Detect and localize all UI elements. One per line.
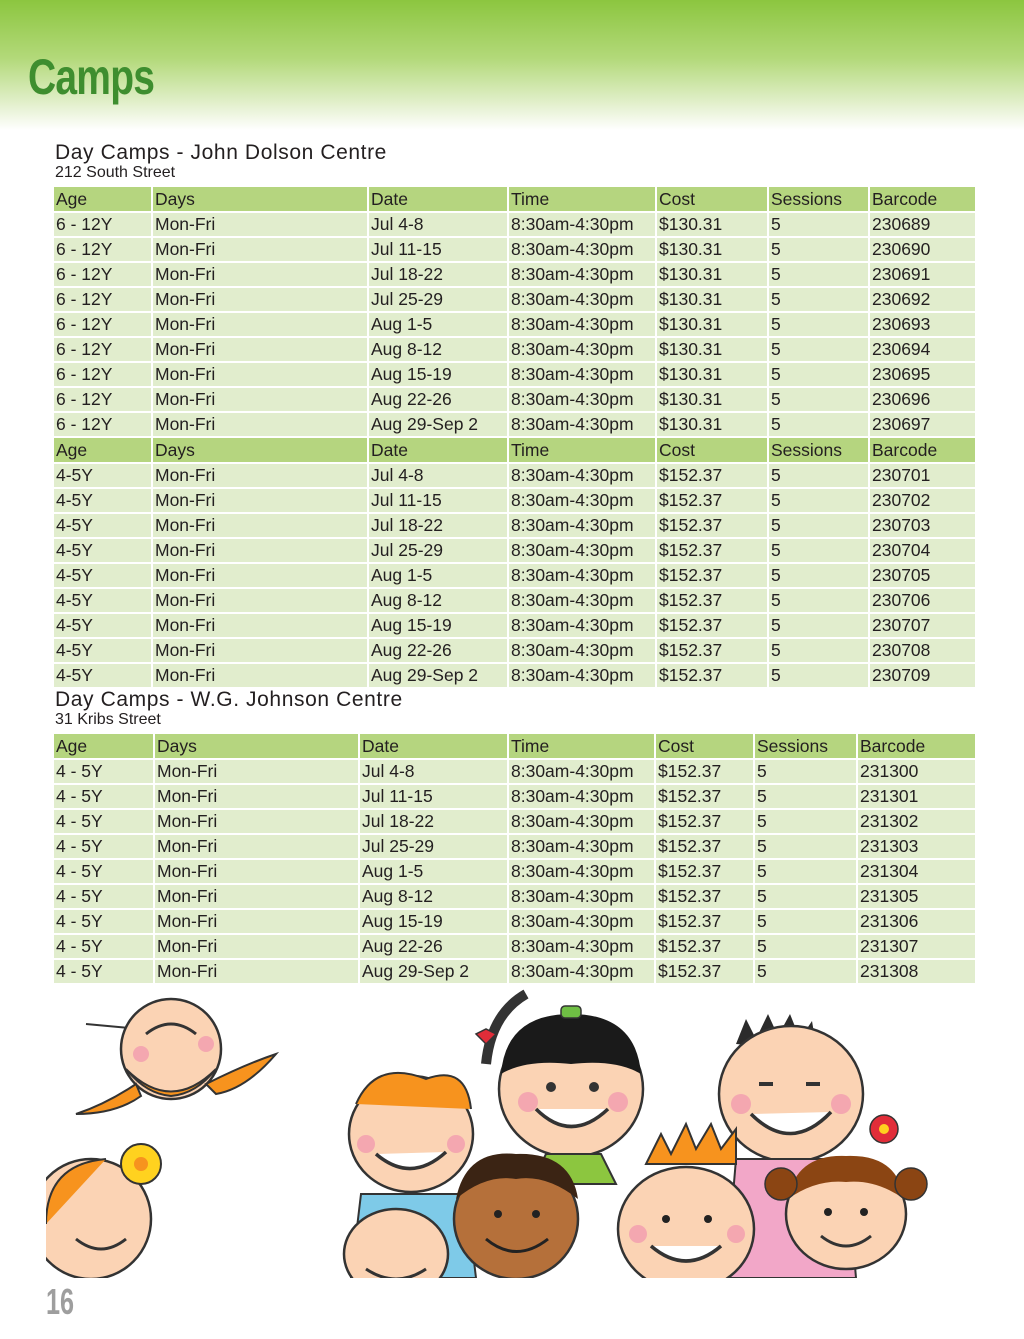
table-cell: $152.37 (657, 564, 767, 589)
table-cell: 5 (769, 288, 868, 313)
table-row (54, 960, 975, 985)
table-cell: 5 (755, 960, 856, 985)
table-cell: 5 (755, 910, 856, 935)
table-cell: 230697 (870, 413, 975, 438)
table-cell: 6 - 12Y (54, 388, 151, 413)
table-cell: Jul 25-29 (360, 835, 507, 860)
column-header: Barcode (870, 187, 975, 213)
table-row (54, 313, 975, 338)
table-cell: $130.31 (657, 413, 767, 438)
table-cell: Mon-Fri (153, 213, 367, 238)
section-address-john-dolson: 212 South Street (55, 164, 176, 181)
table-cell: Jul 25-29 (369, 539, 507, 564)
table-cell: 8:30am-4:30pm (509, 263, 655, 288)
table-cell: Aug 29-Sep 2 (369, 413, 507, 438)
table-cell: Mon-Fri (153, 413, 367, 438)
table-cell: 4 - 5Y (54, 885, 153, 910)
table-cell: 231306 (858, 910, 975, 935)
table-cell: Jul 11-15 (360, 785, 507, 810)
table-cell: $130.31 (657, 388, 767, 413)
table-cell: $130.31 (657, 238, 767, 263)
table-cell: 5 (769, 539, 868, 564)
table-cell: 5 (755, 860, 856, 885)
table-cell: 8:30am-4:30pm (509, 313, 655, 338)
table-cell: 6 - 12Y (54, 288, 151, 313)
child-face-bottom-left (46, 1144, 161, 1278)
table-cell: Aug 15-19 (360, 910, 507, 935)
table-cell: 6 - 12Y (54, 238, 151, 263)
table-cell: 8:30am-4:30pm (509, 489, 655, 514)
table-cell: $152.37 (656, 885, 753, 910)
table-cell: Mon-Fri (153, 388, 367, 413)
table-cell: 230691 (870, 263, 975, 288)
section-heading-wg-johnson: Day Camps - W.G. Johnson Centre (55, 688, 403, 711)
table-cell: Mon-Fri (153, 614, 367, 639)
table-header-row (54, 438, 975, 464)
table-cell: 8:30am-4:30pm (509, 760, 654, 785)
table-cell: 4 - 5Y (54, 810, 153, 835)
child-face-brown (454, 1154, 578, 1278)
table-cell: Jul 18-22 (369, 514, 507, 539)
table-cell: Aug 15-19 (369, 614, 507, 639)
table-cell: 231308 (858, 960, 975, 985)
table-header-row (54, 187, 975, 213)
table-cell: 4 - 5Y (54, 910, 153, 935)
table-cell: Jul 4-8 (360, 760, 507, 785)
table-cell: 6 - 12Y (54, 213, 151, 238)
table-cell: $152.37 (657, 514, 767, 539)
table-cell: $152.37 (657, 539, 767, 564)
table-cell: 8:30am-4:30pm (509, 539, 655, 564)
table-cell: Jul 4-8 (369, 464, 507, 489)
table-cell: 230693 (870, 313, 975, 338)
table-cell: Mon-Fri (153, 514, 367, 539)
table-cell: 5 (769, 489, 868, 514)
table-cell: 6 - 12Y (54, 413, 151, 438)
table-cell: Mon-Fri (153, 539, 367, 564)
column-header: Time (509, 734, 654, 760)
table-cell: 5 (769, 413, 868, 438)
table-cell: Mon-Fri (155, 760, 358, 785)
table-cell: $152.37 (656, 810, 753, 835)
column-header: Cost (657, 187, 767, 213)
table-row (54, 489, 975, 514)
table-row (54, 263, 975, 288)
table-cell: 6 - 12Y (54, 363, 151, 388)
table-cell: 6 - 12Y (54, 338, 151, 363)
table-cell: $152.37 (656, 960, 753, 985)
section-address-wg-johnson: 31 Kribs Street (55, 711, 161, 728)
table-row (54, 213, 975, 238)
table-cell: 4 - 5Y (54, 835, 153, 860)
table-cell: Aug 22-26 (369, 639, 507, 664)
column-header: Time (509, 438, 655, 464)
table-row (54, 539, 975, 564)
table-cell: $152.37 (656, 760, 753, 785)
table-cell: 5 (769, 614, 868, 639)
table-cell: 8:30am-4:30pm (509, 338, 655, 363)
column-header: Days (153, 187, 367, 213)
table-cell: 8:30am-4:30pm (509, 885, 654, 910)
table-cell: Jul 18-22 (360, 810, 507, 835)
table-cell: 230694 (870, 338, 975, 363)
table-cell: 4 - 5Y (54, 935, 153, 960)
table-row (54, 514, 975, 539)
column-header: Sessions (769, 187, 868, 213)
table-cell: 5 (755, 810, 856, 835)
table-cell: Mon-Fri (155, 935, 358, 960)
table-cell: 5 (769, 338, 868, 363)
table-cell: 230703 (870, 514, 975, 539)
table-cell: Mon-Fri (153, 564, 367, 589)
table-cell: $152.37 (656, 835, 753, 860)
table-row (54, 785, 975, 810)
table-cell: $152.37 (657, 639, 767, 664)
column-header: Date (369, 438, 507, 464)
table-cell: Mon-Fri (155, 785, 358, 810)
wg-johnson-schedule-table (52, 734, 977, 985)
table-cell: 4-5Y (54, 589, 151, 614)
table-header-row (54, 734, 975, 760)
child-face-orange-spiky (618, 1124, 754, 1278)
table-cell: 5 (769, 464, 868, 489)
page-number: 16 (46, 1281, 75, 1322)
table-cell: 230690 (870, 238, 975, 263)
table-cell: $152.37 (657, 589, 767, 614)
column-header: Age (54, 438, 151, 464)
table-cell: 4-5Y (54, 639, 151, 664)
cartoon-children-illustration (46, 984, 976, 1278)
table-cell: 4-5Y (54, 564, 151, 589)
table-cell: 8:30am-4:30pm (509, 910, 654, 935)
table-cell: 5 (769, 388, 868, 413)
table-cell: Aug 22-26 (369, 388, 507, 413)
column-header: Cost (657, 438, 767, 464)
table-cell: Aug 1-5 (369, 564, 507, 589)
table-cell: 6 - 12Y (54, 263, 151, 288)
table-row (54, 835, 975, 860)
column-header: Date (369, 187, 507, 213)
table-cell: 5 (755, 785, 856, 810)
table-cell: 8:30am-4:30pm (509, 589, 655, 614)
table-row (54, 338, 975, 363)
table-cell: 4-5Y (54, 539, 151, 564)
table-cell: Aug 29-Sep 2 (369, 664, 507, 689)
page-title: Camps (28, 49, 155, 105)
column-header: Age (54, 187, 151, 213)
table-cell: $152.37 (656, 860, 753, 885)
table-cell: 230702 (870, 489, 975, 514)
table-cell: 5 (769, 313, 868, 338)
table-cell: Aug 8-12 (369, 338, 507, 363)
table-cell: 5 (769, 639, 868, 664)
table-cell: 5 (755, 935, 856, 960)
table-cell: 5 (769, 238, 868, 263)
table-cell: 230705 (870, 564, 975, 589)
table-cell: 8:30am-4:30pm (509, 388, 655, 413)
table-row (54, 388, 975, 413)
table-cell: 6 - 12Y (54, 313, 151, 338)
table-cell: 8:30am-4:30pm (509, 363, 655, 388)
column-header: Days (153, 438, 367, 464)
table-cell: 4-5Y (54, 464, 151, 489)
column-header: Date (360, 734, 507, 760)
section-heading-john-dolson: Day Camps - John Dolson Centre (55, 141, 387, 164)
table-cell: Aug 1-5 (360, 860, 507, 885)
table-cell: $130.31 (657, 263, 767, 288)
table-cell: 230701 (870, 464, 975, 489)
table-cell: 5 (755, 885, 856, 910)
table-cell: 230689 (870, 213, 975, 238)
table-cell: 231301 (858, 785, 975, 810)
table-row (54, 564, 975, 589)
table-cell: $130.31 (657, 313, 767, 338)
table-cell: 230708 (870, 639, 975, 664)
table-cell: Mon-Fri (155, 860, 358, 885)
table-cell: Mon-Fri (155, 810, 358, 835)
table-cell: Jul 25-29 (369, 288, 507, 313)
child-face-upside-down (76, 999, 276, 1114)
table-cell: $152.37 (657, 614, 767, 639)
table-cell: Mon-Fri (155, 960, 358, 985)
table-cell: $152.37 (656, 910, 753, 935)
table-cell: 8:30am-4:30pm (509, 639, 655, 664)
table-row (54, 238, 975, 263)
column-header: Age (54, 734, 153, 760)
table-cell: 8:30am-4:30pm (509, 935, 654, 960)
column-header: Days (155, 734, 358, 760)
table-cell: 8:30am-4:30pm (509, 413, 655, 438)
table-cell: 8:30am-4:30pm (509, 785, 654, 810)
table-row (54, 664, 975, 689)
table-cell: $130.31 (657, 338, 767, 363)
table-row (54, 363, 975, 388)
table-cell: Mon-Fri (153, 363, 367, 388)
table-cell: 231304 (858, 860, 975, 885)
table-cell: 230695 (870, 363, 975, 388)
table-cell: Mon-Fri (153, 664, 367, 689)
table-cell: $152.37 (656, 785, 753, 810)
table-cell: 4 - 5Y (54, 860, 153, 885)
table-row (54, 935, 975, 960)
column-header: Barcode (858, 734, 975, 760)
table-cell: Mon-Fri (155, 835, 358, 860)
table-cell: 230707 (870, 614, 975, 639)
table-cell: 8:30am-4:30pm (509, 514, 655, 539)
table-cell: Aug 8-12 (369, 589, 507, 614)
table-cell: 8:30am-4:30pm (509, 960, 654, 985)
table-cell: 231305 (858, 885, 975, 910)
table-cell: $152.37 (657, 664, 767, 689)
table-cell: 5 (769, 589, 868, 614)
table-cell: 231300 (858, 760, 975, 785)
table-row (54, 860, 975, 885)
table-cell: 8:30am-4:30pm (509, 614, 655, 639)
table-cell: 8:30am-4:30pm (509, 835, 654, 860)
table-cell: $152.37 (656, 935, 753, 960)
table-cell: 8:30am-4:30pm (509, 860, 654, 885)
table-cell: 8:30am-4:30pm (509, 213, 655, 238)
table-cell: 5 (755, 760, 856, 785)
table-cell: Aug 29-Sep 2 (360, 960, 507, 985)
table-cell: 8:30am-4:30pm (509, 238, 655, 263)
table-cell: Mon-Fri (153, 639, 367, 664)
table-cell: $152.37 (657, 489, 767, 514)
table-cell: 8:30am-4:30pm (509, 664, 655, 689)
table-cell: Mon-Fri (153, 589, 367, 614)
column-header: Sessions (769, 438, 868, 464)
table-cell: 230704 (870, 539, 975, 564)
table-cell: 8:30am-4:30pm (509, 810, 654, 835)
table-cell: 230709 (870, 664, 975, 689)
table-cell: Aug 8-12 (360, 885, 507, 910)
table-cell: 230706 (870, 589, 975, 614)
table-cell: 230696 (870, 388, 975, 413)
column-header: Time (509, 187, 655, 213)
table-cell: Jul 4-8 (369, 213, 507, 238)
table-cell: 4 - 5Y (54, 785, 153, 810)
table-cell: 8:30am-4:30pm (509, 564, 655, 589)
table-cell: Mon-Fri (153, 288, 367, 313)
table-cell: Aug 22-26 (360, 935, 507, 960)
table-cell: 230692 (870, 288, 975, 313)
table-cell: $130.31 (657, 288, 767, 313)
table-cell: 4 - 5Y (54, 760, 153, 785)
table-cell: 8:30am-4:30pm (509, 288, 655, 313)
table-row (54, 810, 975, 835)
table-row (54, 464, 975, 489)
table-cell: Mon-Fri (153, 313, 367, 338)
table-row (54, 288, 975, 313)
table-cell: 5 (755, 835, 856, 860)
table-cell: 231302 (858, 810, 975, 835)
table-cell: Mon-Fri (153, 338, 367, 363)
table-cell: 4 - 5Y (54, 960, 153, 985)
table-row (54, 910, 975, 935)
table-cell: Jul 18-22 (369, 263, 507, 288)
table-cell: $152.37 (657, 464, 767, 489)
table-cell: Jul 11-15 (369, 489, 507, 514)
table-cell: 5 (769, 263, 868, 288)
table-cell: Aug 1-5 (369, 313, 507, 338)
table-cell: 231303 (858, 835, 975, 860)
table-row (54, 589, 975, 614)
table-cell: $130.31 (657, 213, 767, 238)
table-cell: 4-5Y (54, 614, 151, 639)
column-header: Barcode (870, 438, 975, 464)
table-row (54, 885, 975, 910)
table-cell: 231307 (858, 935, 975, 960)
table-cell: Mon-Fri (153, 489, 367, 514)
table-cell: Mon-Fri (155, 910, 358, 935)
table-cell: 4-5Y (54, 514, 151, 539)
john-dolson-schedule-table (52, 187, 977, 689)
table-cell: 5 (769, 564, 868, 589)
table-cell: Jul 11-15 (369, 238, 507, 263)
table-cell: 5 (769, 213, 868, 238)
table-cell: 4-5Y (54, 489, 151, 514)
column-header: Cost (656, 734, 753, 760)
table-cell: Aug 15-19 (369, 363, 507, 388)
table-cell: 5 (769, 363, 868, 388)
table-cell: Mon-Fri (153, 238, 367, 263)
table-cell: 5 (769, 514, 868, 539)
column-header: Sessions (755, 734, 856, 760)
table-row (54, 760, 975, 785)
table-row (54, 614, 975, 639)
table-row (54, 413, 975, 438)
table-cell: 8:30am-4:30pm (509, 464, 655, 489)
table-cell: 4-5Y (54, 664, 151, 689)
table-cell: Mon-Fri (153, 263, 367, 288)
table-cell: 5 (769, 664, 868, 689)
table-cell: Mon-Fri (155, 885, 358, 910)
table-cell: $130.31 (657, 363, 767, 388)
table-cell: Mon-Fri (153, 464, 367, 489)
table-row (54, 639, 975, 664)
